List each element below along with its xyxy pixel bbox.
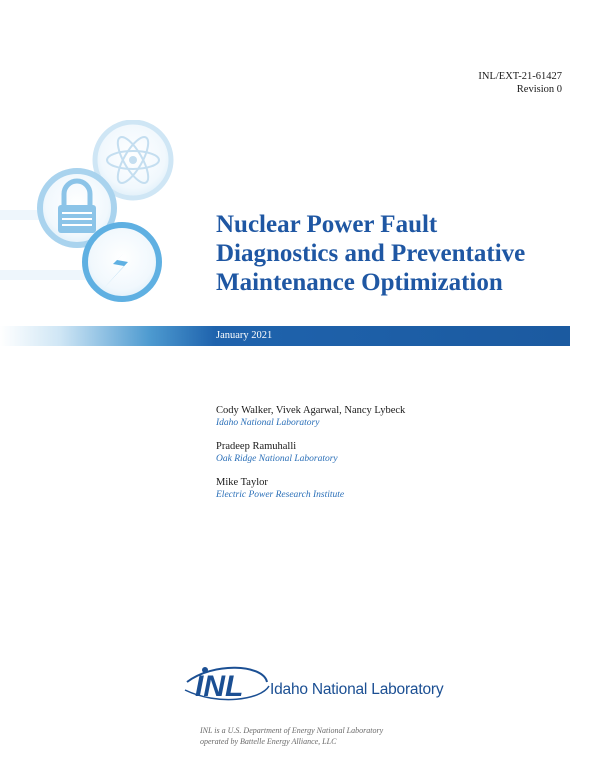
author-names: Cody Walker, Vivek Agarwal, Nancy Lybeck — [216, 405, 406, 416]
author-group — [216, 404, 576, 430]
disclaimer-line-2: operated by Battelle Energy Alliance, LLC — [200, 737, 337, 746]
inl-logo-mark: INL — [195, 670, 244, 703]
title-line-2: Diagnostics and Preventative — [216, 240, 526, 267]
author-names: Pradeep Ramuhalli — [216, 441, 297, 452]
document-title — [216, 210, 576, 297]
title-line-3: Maintenance Optimization — [216, 269, 503, 296]
disclaimer-line-1: INL is a U.S. Department of Energy National Laboratory — [200, 726, 384, 735]
date-banner — [0, 326, 570, 346]
author-affiliation: Idaho National Laboratory — [216, 418, 320, 428]
author-group — [216, 440, 576, 466]
author-affiliation: Electric Power Research Institute — [216, 490, 345, 500]
report-number: INL/EXT-21-61427 — [478, 71, 562, 82]
author-list — [216, 404, 576, 512]
report-identifier — [478, 70, 562, 96]
cover-emblem — [0, 120, 220, 310]
lightning-bolt-icon — [85, 225, 159, 299]
lab-disclaimer — [200, 725, 460, 747]
author-affiliation: Oak Ridge National Laboratory — [216, 454, 338, 464]
report-revision: Revision 0 — [516, 84, 562, 95]
author-names: Mike Taylor — [216, 477, 268, 488]
author-group — [216, 476, 576, 502]
title-line-1: Nuclear Power Fault — [216, 211, 438, 238]
publication-date: January 2021 — [216, 330, 273, 341]
inl-logo-text: Idaho National Laboratory — [270, 681, 444, 698]
